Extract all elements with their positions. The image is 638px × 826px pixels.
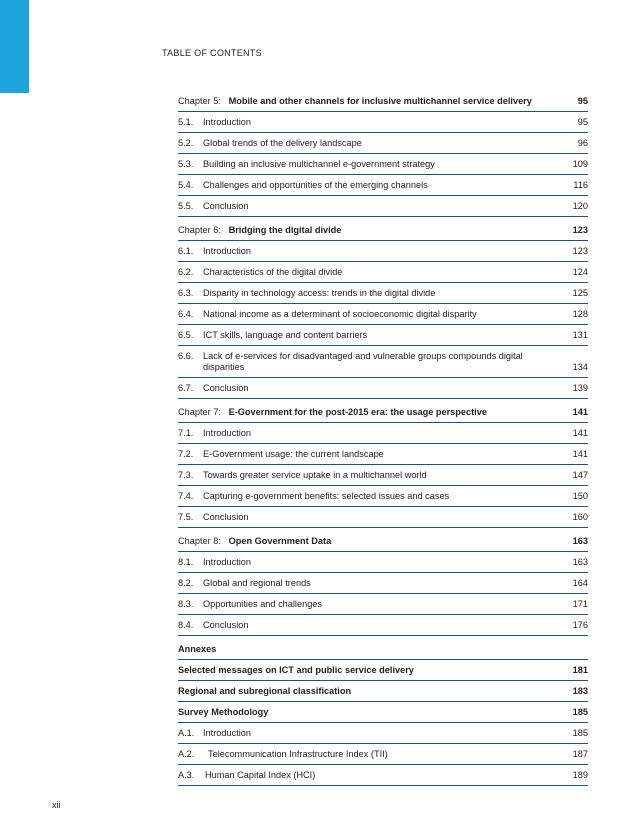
entry-title: Introduction	[203, 246, 252, 256]
entry-page: 131	[572, 330, 588, 340]
chapter-label: Chapter 6:	[178, 225, 221, 235]
toc-entry[interactable]	[178, 112, 588, 133]
entry-title: Characteristics of the digital divide	[203, 267, 343, 277]
entry-number: 7.3.	[178, 470, 194, 480]
chapter-title: Open Government Data	[228, 536, 332, 546]
annexes-heading: Annexes	[178, 644, 217, 654]
entry-number: 5.2.	[178, 138, 194, 148]
annex-title: Selected messages on ICT and public service delivery	[178, 665, 414, 675]
entry-page: 95	[577, 117, 588, 127]
toc-entry[interactable]	[178, 423, 588, 444]
entry-number: 5.1.	[178, 117, 194, 127]
entry-number: 5.4.	[178, 180, 194, 190]
entry-title: Conclusion	[203, 201, 249, 211]
page-tab-accent	[0, 0, 29, 93]
entry-number: 6.1.	[178, 246, 194, 256]
entry-number: A.2.	[178, 749, 195, 759]
chapter-title: Mobile and other channels for inclusive multichannel service delivery	[228, 96, 532, 106]
toc-entry[interactable]	[178, 346, 588, 378]
toc-entry[interactable]	[178, 465, 588, 486]
entry-title: E-Government usage: the current landscape	[203, 449, 384, 459]
entry-title: Introduction	[203, 728, 252, 738]
toc-entry[interactable]	[178, 486, 588, 507]
table-of-contents	[178, 88, 588, 786]
entry-title: Conclusion	[203, 383, 249, 393]
entry-title: Human Capital Index (HCI)	[205, 770, 316, 780]
entry-number: 6.7.	[178, 383, 194, 393]
toc-entry[interactable]	[178, 262, 588, 283]
toc-entry[interactable]	[178, 325, 588, 346]
chapter-page: 95	[577, 96, 588, 106]
entry-page: 150	[572, 491, 588, 501]
toc-entry[interactable]	[178, 196, 588, 217]
annex-page: 185	[572, 707, 588, 717]
toc-entry[interactable]	[178, 552, 588, 573]
toc-entry[interactable]	[178, 175, 588, 196]
toc-entry[interactable]	[178, 133, 588, 154]
toc-chapter-7[interactable]	[178, 402, 588, 423]
entry-page: 187	[572, 749, 588, 759]
chapter-title: Bridging the digital divide	[228, 225, 342, 235]
toc-entry[interactable]	[178, 241, 588, 262]
entry-page: 123	[572, 246, 588, 256]
entry-page: 176	[572, 620, 588, 630]
toc-entry[interactable]	[178, 154, 588, 175]
chapter-title: E-Government for the post-2015 era: the usage perspective	[228, 407, 487, 417]
entry-number: 6.6.	[178, 351, 194, 361]
chapter-page: 123	[572, 225, 588, 235]
chapter-label: Chapter 7:	[178, 407, 221, 417]
entry-page: 134	[572, 362, 588, 372]
entry-title: Disparity in technology access: trends in the digital divide	[203, 288, 436, 298]
entry-title: Opportunities and challenges	[203, 599, 323, 609]
entry-title: National income as a determinant of socioeconomic digital disparity	[203, 309, 477, 319]
toc-annex-item[interactable]	[178, 659, 588, 681]
entry-page: 160	[572, 512, 588, 522]
chapter-label: Chapter 8:	[178, 536, 221, 546]
entry-title: Conclusion	[203, 620, 249, 630]
toc-entry[interactable]	[178, 304, 588, 325]
entry-title: Conclusion	[203, 512, 249, 522]
entry-page: 147	[572, 470, 588, 480]
entry-title: ICT skills, language and content barriers	[203, 330, 368, 340]
chapter-page: 163	[572, 536, 588, 546]
entry-page: 163	[572, 557, 588, 567]
entry-title: Introduction	[203, 557, 252, 567]
toc-chapter-8[interactable]	[178, 531, 588, 552]
annex-title: Regional and subregional classification	[178, 686, 352, 696]
entry-number: 8.2.	[178, 578, 194, 588]
entry-title: Global trends of the delivery landscape	[203, 138, 362, 148]
entry-page: 120	[572, 201, 588, 211]
toc-entry[interactable]	[178, 723, 588, 744]
annex-page: 183	[572, 686, 588, 696]
toc-entry[interactable]	[178, 378, 588, 399]
toc-entry[interactable]	[178, 765, 588, 786]
entry-page: 139	[572, 383, 588, 393]
toc-entry[interactable]	[178, 615, 588, 636]
toc-annex-item[interactable]	[178, 681, 588, 702]
entry-number: 6.3.	[178, 288, 194, 298]
entry-title: Challenges and opportunities of the emerging channels	[203, 180, 428, 190]
toc-chapter-5[interactable]	[178, 91, 588, 112]
page-header: TABLE OF CONTENTS	[162, 48, 262, 58]
entry-page: 128	[572, 309, 588, 319]
entry-title: Capturing e-government benefits: selected issues and cases	[203, 491, 450, 501]
entry-number: 7.5.	[178, 512, 194, 522]
entry-title: Introduction	[203, 428, 252, 438]
entry-page: 185	[572, 728, 588, 738]
annex-title: Survey Methodology	[178, 707, 269, 717]
entry-number: 6.5.	[178, 330, 194, 340]
entry-page: 171	[572, 599, 588, 609]
entry-number: 5.3.	[178, 159, 194, 169]
page-number: xii	[52, 800, 61, 810]
entry-number: 5.5.	[178, 201, 194, 211]
toc-entry[interactable]	[178, 744, 588, 765]
entry-title: Building an inclusive multichannel e-government strategy	[203, 159, 435, 169]
entry-page: 164	[572, 578, 588, 588]
entry-title: Telecommunication Infrastructure Index (TII)	[208, 749, 388, 759]
toc-entry[interactable]	[178, 507, 588, 528]
entry-number: A.1.	[178, 728, 195, 738]
entry-page: 125	[572, 288, 588, 298]
entry-title: Lack of e-services for disadvantaged and vulnerable groups compounds digital disparities	[203, 351, 523, 372]
entry-number: 8.1.	[178, 557, 194, 567]
entry-page: 141	[572, 449, 588, 459]
annex-page: 181	[572, 665, 588, 675]
chapter-label: Chapter 5:	[178, 96, 221, 106]
entry-number: 6.2.	[178, 267, 194, 277]
entry-number: 7.2.	[178, 449, 194, 459]
entry-page: 189	[572, 770, 588, 780]
entry-title: Towards greater service uptake in a multichannel world	[203, 470, 427, 480]
entry-number: 7.4.	[178, 491, 194, 501]
toc-entry[interactable]	[178, 594, 588, 615]
entry-page: 109	[572, 159, 588, 169]
toc-entry[interactable]	[178, 283, 588, 304]
entry-title: Global and regional trends	[203, 578, 311, 588]
entry-number: 8.4.	[178, 620, 194, 630]
entry-page: 141	[572, 428, 588, 438]
chapter-page: 141	[572, 407, 588, 417]
entry-number: 7.1.	[178, 428, 194, 438]
toc-entry[interactable]	[178, 573, 588, 594]
entry-number: A.3.	[178, 770, 195, 780]
toc-chapter-6[interactable]	[178, 220, 588, 241]
toc-annex-item[interactable]	[178, 702, 588, 723]
entry-page: 116	[573, 180, 588, 190]
entry-title: Introduction	[203, 117, 252, 127]
toc-entry[interactable]	[178, 444, 588, 465]
entry-page: 96	[577, 138, 588, 148]
entry-number: 8.3.	[178, 599, 194, 609]
entry-page: 124	[572, 267, 588, 277]
entry-number: 6.4.	[178, 309, 194, 319]
